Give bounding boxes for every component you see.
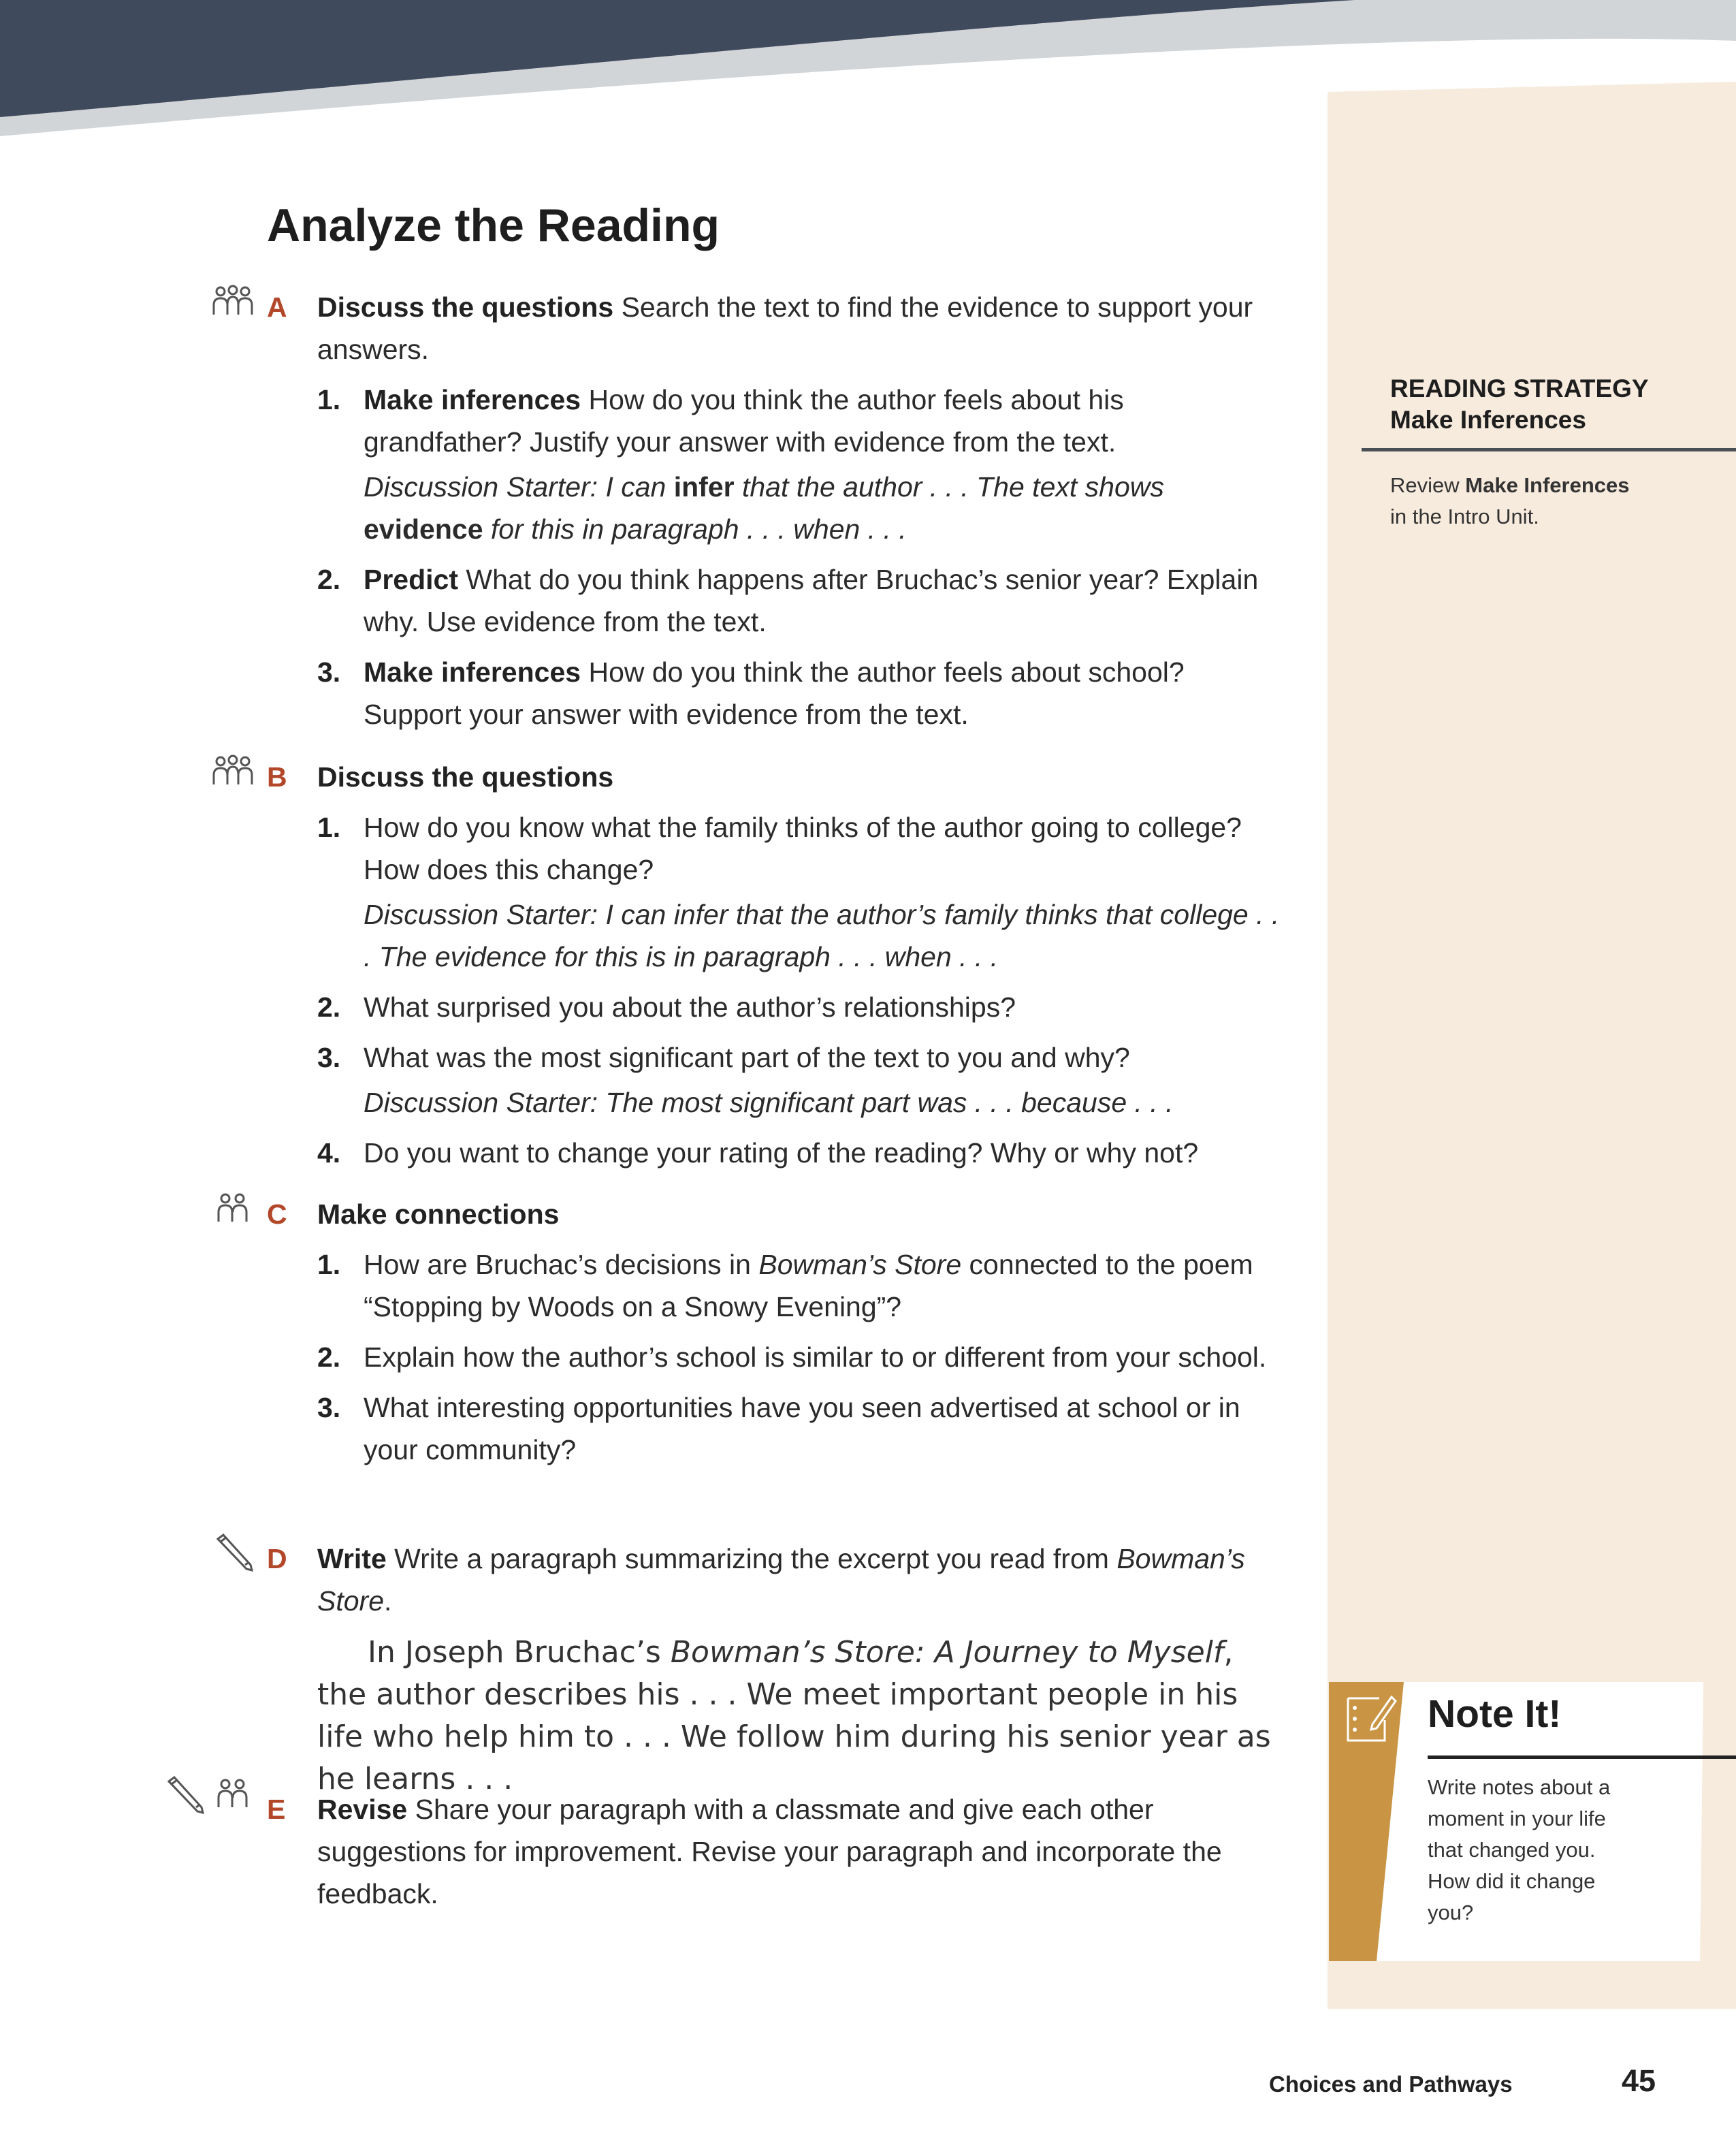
section-letter-c: C: [267, 1198, 287, 1230]
strategy-divider: [1362, 448, 1736, 451]
item-text: How do you know what the family thinks of the author going to college? How does this change?: [364, 812, 1242, 885]
section-letter-b: B: [267, 761, 287, 793]
starter-keyword: infer: [673, 471, 735, 503]
starter-text: for this in paragraph . . . when . . .: [483, 513, 907, 545]
discussion-starter: [317, 466, 1284, 550]
discussion-starter: Discussion Starter: I can infer that the author’s family thinks that college . . . The evidence for this is in paragraph . . . when . . .: [364, 899, 1280, 972]
starter-text: that the author . . . The text shows: [734, 471, 1164, 503]
item-number: 1.: [317, 384, 341, 415]
section-letter-e: E: [267, 1794, 286, 1825]
item-text: What do you think happens after Bruchac’s senior year? Explain why. Use evidence from the text.: [364, 564, 1259, 637]
section-e-lead: Revise: [317, 1794, 408, 1825]
section-b: [317, 756, 1284, 1174]
strategy-label: READING STRATEGY: [1390, 375, 1649, 402]
item-text: How do you think the author feels about school? Support your answer with evidence from the text.: [364, 656, 1185, 730]
review-text: in the Intro Unit.: [1390, 505, 1539, 528]
section-a: [317, 286, 1284, 735]
item-number: 2.: [317, 1341, 341, 1373]
section-d-intro: [317, 1538, 1284, 1622]
item-text: Do you want to change your rating of the reading? Why or why not?: [364, 1137, 1199, 1169]
pencil-icon: [166, 1776, 204, 1814]
book-title: Bowman’s Store: [317, 1543, 1245, 1617]
section-letter-a: A: [267, 291, 287, 323]
section-c: [317, 1193, 1284, 1471]
item-lead: Predict: [364, 564, 458, 595]
strategy-name: Make Inferences: [1390, 406, 1586, 434]
page-number: 45: [1622, 2063, 1656, 2098]
list-item: [317, 379, 1284, 463]
list-item: [317, 1036, 1284, 1079]
pair-icon: [215, 1777, 249, 1810]
item-number: 3.: [317, 1392, 341, 1423]
item-lead: Make inferences: [364, 384, 581, 415]
section-e: [317, 1788, 1284, 1915]
item-number: 1.: [317, 812, 341, 843]
item-lead: Make inferences: [364, 656, 581, 688]
starter-text: Discussion Starter: I can: [364, 471, 674, 503]
section-d: [317, 1538, 1284, 1800]
section-e-intro: [317, 1788, 1284, 1915]
page-title: Analyze the Reading: [267, 200, 720, 251]
item-text: What surprised you about the author’s relationships?: [364, 991, 1016, 1023]
item-text: What was the most significant part of the text to you and why?: [364, 1042, 1130, 1073]
list-item: [317, 1132, 1284, 1174]
section-a-intro: [317, 286, 1284, 370]
group-icon: [211, 285, 255, 317]
list-item: [317, 558, 1284, 643]
model-paragraph: [317, 1632, 1284, 1800]
model-text: , the author describes his . . . We meet important people in his life who help him to . . . We follow him during his senior year as he learns . . .: [317, 1635, 1271, 1796]
strategy-review: [1390, 470, 1630, 533]
item-text: How do you think the author feels about his grandfather? Justify your answer with evidence from the text.: [364, 384, 1124, 458]
model-text: In Joseph Bruchac’s: [368, 1635, 671, 1670]
note-title: Note It!: [1428, 1692, 1562, 1736]
footer-title: Choices and Pathways: [1269, 2071, 1513, 2097]
list-item: [317, 806, 1284, 891]
group-icon: [211, 754, 255, 787]
review-keyword: Make Inferences: [1465, 473, 1630, 497]
item-number: 4.: [317, 1137, 341, 1169]
item-text: Explain how the author’s school is similar to or different from your school.: [364, 1341, 1267, 1373]
list-item: [317, 1336, 1284, 1378]
book-title: Bowman’s Store: A Journey to Myself: [670, 1635, 1224, 1670]
section-a-lead: Discuss the questions: [317, 291, 614, 323]
section-b-lead: Discuss the questions: [317, 761, 614, 793]
section-c-lead: Make connections: [317, 1198, 560, 1230]
list-item: [317, 1243, 1284, 1328]
note-icon: [1345, 1693, 1398, 1745]
punctuation: .: [384, 1585, 392, 1617]
book-title: Bowman’s Store: [758, 1249, 962, 1280]
item-number: 2.: [317, 991, 341, 1023]
item-text: How are Bruchac’s decisions in: [364, 1249, 759, 1280]
item-text: What interesting opportunities have you seen advertised at school or in your community?: [364, 1392, 1240, 1465]
list-item: [317, 1386, 1284, 1471]
section-letter-d: D: [267, 1543, 287, 1574]
discussion-starter: Discussion Starter: The most significant part was . . . because . . .: [364, 1087, 1174, 1118]
item-text: connected to the poem “Stopping by Woods on a Snowy Evening”?: [364, 1249, 1253, 1322]
section-d-text: Write a paragraph summarizing the excerpt you read from: [386, 1543, 1117, 1574]
starter-keyword: evidence: [364, 513, 483, 545]
pair-icon: [215, 1192, 249, 1224]
list-item: [317, 651, 1284, 735]
note-divider: [1428, 1755, 1736, 1759]
reading-strategy-heading: [1390, 373, 1649, 436]
section-e-text: Share your paragraph with a classmate and give each other suggestions for improvement. Revise your paragraph and incorporate the feedback.: [317, 1794, 1222, 1909]
pencil-icon: [215, 1534, 253, 1572]
item-number: 3.: [317, 656, 341, 688]
section-a-text: Search the text to find the evidence to support your answers.: [317, 291, 1253, 365]
review-text: Review: [1390, 473, 1466, 497]
item-number: 1.: [317, 1249, 341, 1280]
item-number: 3.: [317, 1042, 341, 1073]
list-item: [317, 986, 1284, 1028]
section-d-lead: Write: [317, 1543, 387, 1574]
note-text: Write notes about a moment in your life that changed you. How did it change you?: [1428, 1775, 1611, 1924]
item-number: 2.: [317, 564, 341, 595]
